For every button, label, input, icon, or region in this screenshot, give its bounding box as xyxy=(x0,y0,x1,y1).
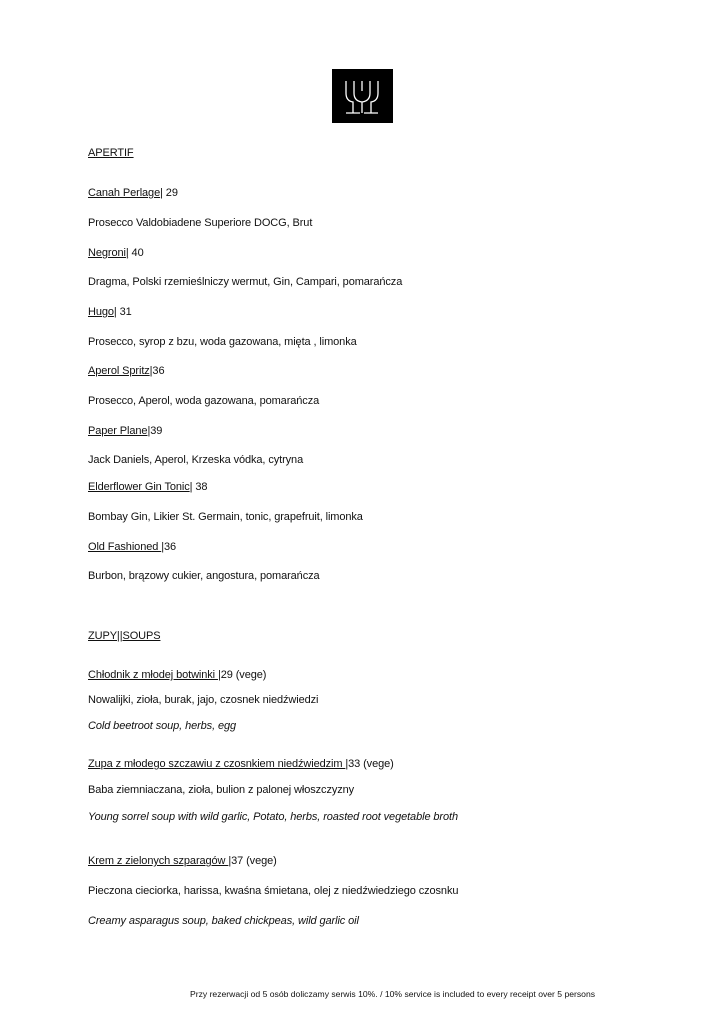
item-price: | 31 xyxy=(113,306,132,318)
item-description: Prosecco, syrop z bzu, woda gazowana, mięta , limonka xyxy=(88,336,357,348)
restaurant-logo-icon xyxy=(332,69,393,123)
menu-item-aperol-spritz xyxy=(88,364,164,378)
item-description-english: Cold beetroot soup, herbs, egg xyxy=(88,720,237,732)
menu-item-chlodnik xyxy=(88,668,266,682)
item-name: Krem z zielonych szparagów xyxy=(88,855,229,867)
section-header-aperitif: APERTIF xyxy=(88,147,134,159)
item-name: Paper Plane xyxy=(88,425,148,437)
menu-item-paper-plane xyxy=(88,424,162,438)
item-description: Burbon, brązowy cukier, angostura, pomarańcza xyxy=(88,570,320,582)
item-name: Negroni| xyxy=(88,247,129,259)
item-name: Elderflower Gin Tonic xyxy=(88,481,190,493)
item-description: Dragma, Polski rzemieślniczy wermut, Gin, Campari, pomarańcza xyxy=(88,276,403,288)
item-description: Bombay Gin, Likier St. Germain, tonic, grapefruit, limonka xyxy=(88,511,363,523)
item-price: |36 xyxy=(161,541,176,553)
item-name: Hugo xyxy=(88,306,114,318)
item-price: |36 xyxy=(149,365,165,377)
item-description: Prosecco, Aperol, woda gazowana, pomarańcza xyxy=(88,395,320,407)
item-price: | 38 xyxy=(189,481,208,493)
menu-item-zupa-szczawiu xyxy=(88,757,394,771)
menu-item-old-fashioned xyxy=(88,540,176,554)
menu-item-negroni xyxy=(88,246,144,260)
item-price: |39 xyxy=(147,425,163,437)
item-description: Baba ziemniaczana, zioła, bulion z palonej włoszczyzny xyxy=(88,784,355,796)
item-price: 40 xyxy=(128,247,144,259)
item-price: |29 (vege) xyxy=(217,669,267,681)
service-charge-footer: Przy rezerwacji od 5 osób doliczamy serwis 10%. / 10% service is included to every receipt over 5 persons xyxy=(190,989,596,999)
item-price: |37 (vege) xyxy=(228,855,277,867)
menu-item-elderflower-gin-tonic xyxy=(88,480,207,494)
item-description: Prosecco Valdobiadene Superiore DOCG, Brut xyxy=(88,217,313,229)
item-description: Pieczona cieciorka, harissa, kwaśna śmietana, olej z niedźwiedziego czosnku xyxy=(88,885,459,897)
item-price: |33 (vege) xyxy=(345,758,394,770)
item-name: Old Fashioned xyxy=(88,541,162,553)
item-description-english: Young sorrel soup with wild garlic, Potato, herbs, roasted root vegetable broth xyxy=(88,811,458,823)
menu-item-hugo xyxy=(88,305,132,319)
section-header-soups: ZUPY||SOUPS xyxy=(88,630,161,642)
item-name: Canah Perlage xyxy=(88,187,161,199)
menu-item-canah-perlage xyxy=(88,186,178,200)
item-description-english: Creamy asparagus soup, baked chickpeas, wild garlic oil xyxy=(88,915,359,927)
item-price: | 29 xyxy=(160,187,178,199)
item-name: Chłodnik z młodej botwinki xyxy=(88,669,218,681)
item-description: Nowalijki, zioła, burak, jajo, czosnek niedźwiedzi xyxy=(88,694,319,706)
item-name: Zupa z młodego szczawiu z czosnkiem niedźwiedzim xyxy=(88,758,346,770)
item-description: Jack Daniels, Aperol, Krzeska vódka, cytryna xyxy=(88,454,304,466)
item-name: Aperol Spritz xyxy=(88,365,150,377)
menu-item-krem-szparagow xyxy=(88,854,277,868)
